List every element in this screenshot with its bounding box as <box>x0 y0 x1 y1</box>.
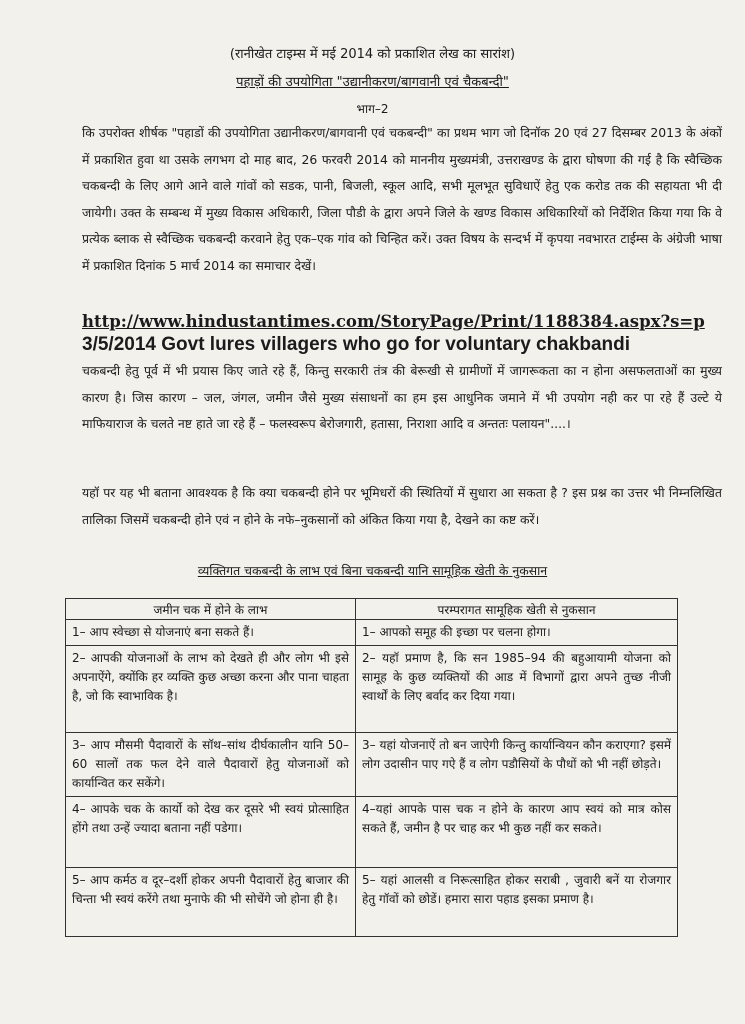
part-label: भाग–2 <box>356 102 389 116</box>
article-title-text: पहाड़ों की उपयोगिता "उद्यानीकरण/बागवानी एवं चैकबन्दी" <box>236 75 509 90</box>
benefit-cell: 3– आप मौसमी पैदावारों के सॉथ–सांथ दीर्घकालीन यानि 50–60 सालों तक फल देने वाले पैदावारों हेतु योजनाओं को कार्यान्वित कर सकेंगे। <box>66 733 356 797</box>
article-url: http://www.hindustantimes.com/StoryPage/Print/1188384.aspx?s=p <box>82 312 705 331</box>
table-row <box>66 733 678 797</box>
table-header-row <box>66 599 678 620</box>
column-header-losses: परम्परागत सामूहिक खेती से नुकसान <box>356 599 678 620</box>
table-row <box>66 868 678 937</box>
loss-cell: 4–यहां आपके पास चक न होने के कारण आप स्वयं को मात्र कोस सकते हैं, जमीन है पर चाह कर भी कुछ नहीं कर सकते। <box>356 797 678 868</box>
paragraph-1: कि उपरोक्त शीर्षक "पहाडों की उपयोगिता उद्यानीकरण/बागवानी एवं चकबन्दी" का प्रथम भाग जो दिनॉक 20 एवं 27 दिसम्बर 2013 के अंकों में प्रकाशित हुवा था उसके लगभग दो माह बाद, 26 फरवरी 2014 को माननीय मुख्यमंत्री, उत्तराखण्ड के द्वारा घोषणा की गई है कि स्वैच्छिक चकबन्दी के लिए आगे आने वाले गांवों को सडक, पानी, बिजली, स्कूल आदि, सभी मूलभूत सुविधाऐं हेतु एक करोड तक की सहायता भी दी जायेगी। उक्त के सम्बन्ध में मुख्य विकास अधिकारी, जिला पौडी के द्वारा अपने जिले के खण्ड विकास अधिकारियों को निर्देशित किया गया कि वे प्रत्येक ब्लाक से स्वैच्छिक चकबन्दी करवाने हेतु एक–एक गांव को चिन्हित करें। उक्त विषय के सन्दर्भ में कृपया नवभारत टाईम्स के अंग्रेजी भाषा में प्रकाशित दिनांक 5 मार्च 2014 का समाचार देखें। <box>82 125 722 273</box>
news-headline: 3/5/2014 Govt lures villagers who go for voluntary chakbandi <box>82 334 631 355</box>
benefit-cell: 1– आप स्वेच्छा से योजनाएं बना सकते हैं। <box>66 620 356 646</box>
loss-cell: 3– यहां योजनाऐं तो बन जाऐगी किन्तु कार्यान्वियन कौन कराएगा? इसमें लोग उदासीन पाए गऐ हैं व लोग पडौसियों के पौधों को भी नहीं छोड़ते। <box>356 733 678 797</box>
benefit-cell: 2– आपकी योजनाओं के लाभ को देखते ही और लोग भी इसे अपनाऐंगे, क्योंकि हर व्यक्ति कुछ अच्छा करना और पाना चाहता है, जो कि स्वाभाविक है। <box>66 646 356 733</box>
article-title <box>0 72 745 90</box>
loss-cell: 1– आपको समूह की इच्छा पर चलना होगा। <box>356 620 678 646</box>
source-note: (रानीखेत टाइम्स में मई 2014 को प्रकाशित लेख का सारांश) <box>229 47 516 62</box>
comparison-table <box>65 598 678 937</box>
table-row <box>66 646 678 733</box>
paragraph-3: यहॉ पर यह भी बताना आवश्यक है कि क्या चकबन्दी होने पर भूमिधरों की स्थितियों में सुधारा आ सकता है ? इस प्रश्न का उत्तर भी निम्नलिखित तालिका जिसमें चकबन्दी होने एवं न होने के नफे–नुकसानों को अंकित किया गया है, देखने का कष्ट करें। <box>82 485 722 527</box>
table-row <box>66 797 678 868</box>
loss-cell: 5– यहां आलसी व निरूत्साहित होकर सराबी , जुवारी बनें या रोजगार हेतु गॉवों को छोडें। हमारा सारा पहाड इसका प्रमाण है। <box>356 868 678 937</box>
column-header-benefits: जमीन चक में होने के लाभ <box>66 599 356 620</box>
benefit-cell: 5– आप कर्मठ व दूर–दर्शी होकर अपनी पैदावारों हेतु बाजार की चिन्ता भी स्वयं करेंगे तथा मुनाफे की भी सोचेंगे जो होना ही है। <box>66 868 356 937</box>
paragraph-2: चकबन्दी हेतु पूर्व में भी प्रयास किए जाते रहे हैं, किन्तु सरकारी तंत्र की बेरूखी से ग्रामीणों में जागरूकता का न होना असफलताओं का मुख्य कारण है। जिस कारण – जल, जंगल, जमीन जैसे मुख्य संसाधनों का हम इस आधुनिक जमाने में भी उपयोग नही कर पा रहे हैं उल्टे ये माफियाराज के चलते नष्ट हाते जा रहे हैं – फलस्वरूप बेरोजगारी, हतासा, निराशा आदि व अन्ततः पलायन"....। <box>82 363 722 431</box>
benefit-cell: 4– आपके चक के कार्यो को देख कर दूसरे भी स्वयं प्रोत्साहित होंगे तथा उन्हें ज्यादा बताना नहीं पडेगा। <box>66 797 356 868</box>
table-row <box>66 620 678 646</box>
table-title: व्यक्तिगत चकबन्दी के लाभ एवं बिना चकबन्दी यानि सामूहिक खेती के नुकसान <box>197 563 548 578</box>
loss-cell: 2– यहॉ प्रमाण है, कि सन 1985–94 की बहुआयामी योजना को सामूह के कुछ व्यक्तियों की आड में विभागों द्वारा अपने तुच्छ नीजी स्वार्थों के लिए बर्वाद कर दिया गया। <box>356 646 678 733</box>
